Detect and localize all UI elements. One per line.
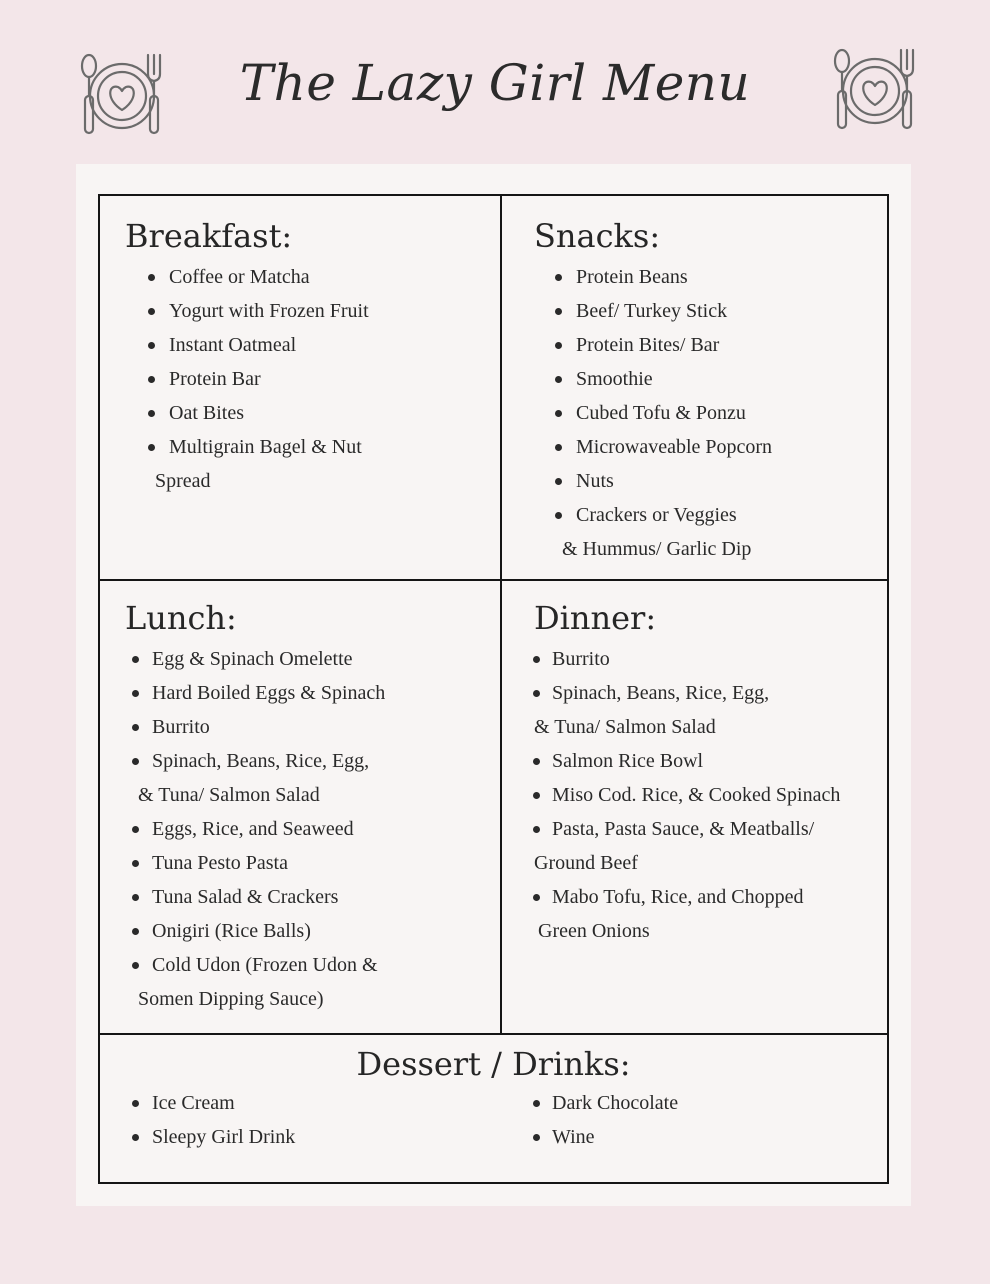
- list-item: Crackers or Veggies & Hummus/ Garlic Dip: [534, 498, 874, 566]
- bullet-icon: [555, 342, 562, 349]
- plate-cutlery-heart-icon: [829, 45, 921, 137]
- bullet-icon: [132, 1100, 139, 1107]
- list-item: Hard Boiled Eggs & Spinach: [125, 676, 495, 710]
- bullet-icon: [132, 962, 139, 969]
- list-item: Instant Oatmeal: [125, 328, 485, 362]
- list-item: Wine: [534, 1120, 834, 1154]
- list-item: Burrito: [125, 710, 495, 744]
- bullet-icon: [132, 690, 139, 697]
- list-item: Multigrain Bagel & Nut Spread: [125, 430, 485, 498]
- list-item: Spinach, Beans, Rice, Egg, & Tuna/ Salmon Salad: [125, 744, 495, 812]
- list-item: Coffee or Matcha: [125, 260, 485, 294]
- bullet-icon: [555, 478, 562, 485]
- list-item: Beef/ Turkey Stick: [534, 294, 874, 328]
- bullet-icon: [533, 1100, 540, 1107]
- bullet-icon: [148, 274, 155, 281]
- bullet-icon: [555, 410, 562, 417]
- dessert-section: [98, 1044, 889, 1084]
- list-item: Protein Beans: [534, 260, 874, 294]
- list-item: Mabo Tofu, Rice, and Chopped Green Onions: [534, 880, 879, 948]
- bullet-icon: [132, 656, 139, 663]
- bullet-icon: [555, 376, 562, 383]
- list-item: Pasta, Pasta Sauce, & Meatballs/ Ground Beef: [534, 818, 815, 874]
- bullet-icon: [132, 724, 139, 731]
- bullet-icon: [533, 656, 540, 663]
- bullet-icon: [533, 758, 540, 765]
- list-item: Ice Cream: [125, 1086, 425, 1120]
- list-item: Eggs, Rice, and Seaweed: [125, 812, 495, 846]
- list-item: Tuna Salad & Crackers: [125, 880, 495, 914]
- bullet-icon: [555, 308, 562, 315]
- bullet-icon: [148, 410, 155, 417]
- list-item: Cold Udon (Frozen Udon & Somen Dipping Sauce): [125, 948, 495, 1016]
- bullet-icon: [533, 792, 540, 799]
- bullet-icon: [132, 1134, 139, 1141]
- section-heading: Snacks:: [534, 217, 661, 255]
- bullet-icon: [555, 444, 562, 451]
- bullet-icon: [132, 894, 139, 901]
- bullet-icon: [555, 274, 562, 281]
- section-heading: Dinner:: [534, 599, 657, 637]
- header: [0, 0, 990, 160]
- bullet-icon: [132, 758, 139, 765]
- bullet-icon: [148, 342, 155, 349]
- page-title: The Lazy Girl Menu: [239, 54, 751, 112]
- bullet-icon: [533, 826, 540, 833]
- bullet-icon: [533, 1134, 540, 1141]
- list-item: Spinach, Beans, Rice, Egg, & Tuna/ Salmon Salad: [534, 682, 770, 738]
- bullet-icon: [533, 894, 540, 901]
- list-item: Burrito: [534, 642, 879, 676]
- lunch-section: [125, 598, 495, 1016]
- bullet-icon: [132, 860, 139, 867]
- snacks-section: [534, 216, 874, 566]
- list-item: Nuts: [534, 464, 874, 498]
- bullet-icon: [533, 690, 540, 697]
- list-item: Tuna Pesto Pasta: [125, 846, 495, 880]
- bullet-icon: [148, 444, 155, 451]
- list-item: Sleepy Girl Drink: [125, 1120, 425, 1154]
- list-item: Salmon Rice Bowl: [534, 744, 879, 778]
- bullet-icon: [132, 928, 139, 935]
- grid-divider-horizontal: [98, 579, 889, 581]
- dinner-section: [534, 598, 879, 948]
- grid-divider-vertical: [500, 194, 502, 1034]
- bullet-icon: [132, 826, 139, 833]
- section-heading: Dessert / Drinks:: [356, 1045, 631, 1083]
- dessert-list-right: [534, 1086, 834, 1154]
- bullet-icon: [148, 376, 155, 383]
- list-item: Egg & Spinach Omelette: [125, 642, 495, 676]
- grid-divider-horizontal: [98, 1033, 889, 1035]
- list-item: Protein Bites/ Bar: [534, 328, 874, 362]
- list-item: Microwaveable Popcorn: [534, 430, 874, 464]
- section-heading: Breakfast:: [125, 217, 293, 255]
- breakfast-section: [125, 216, 485, 498]
- list-item: Miso Cod. Rice, & Cooked Spinach: [534, 778, 879, 812]
- dessert-list-left: [125, 1086, 425, 1154]
- list-item: Dark Chocolate: [534, 1086, 834, 1120]
- list-item: Yogurt with Frozen Fruit: [125, 294, 485, 328]
- list-item: Smoothie: [534, 362, 874, 396]
- list-item: Onigiri (Rice Balls): [125, 914, 495, 948]
- section-heading: Lunch:: [125, 599, 237, 637]
- bullet-icon: [148, 308, 155, 315]
- list-item: Protein Bar: [125, 362, 485, 396]
- list-item: Cubed Tofu & Ponzu: [534, 396, 874, 430]
- list-item: Oat Bites: [125, 396, 485, 430]
- bullet-icon: [555, 512, 562, 519]
